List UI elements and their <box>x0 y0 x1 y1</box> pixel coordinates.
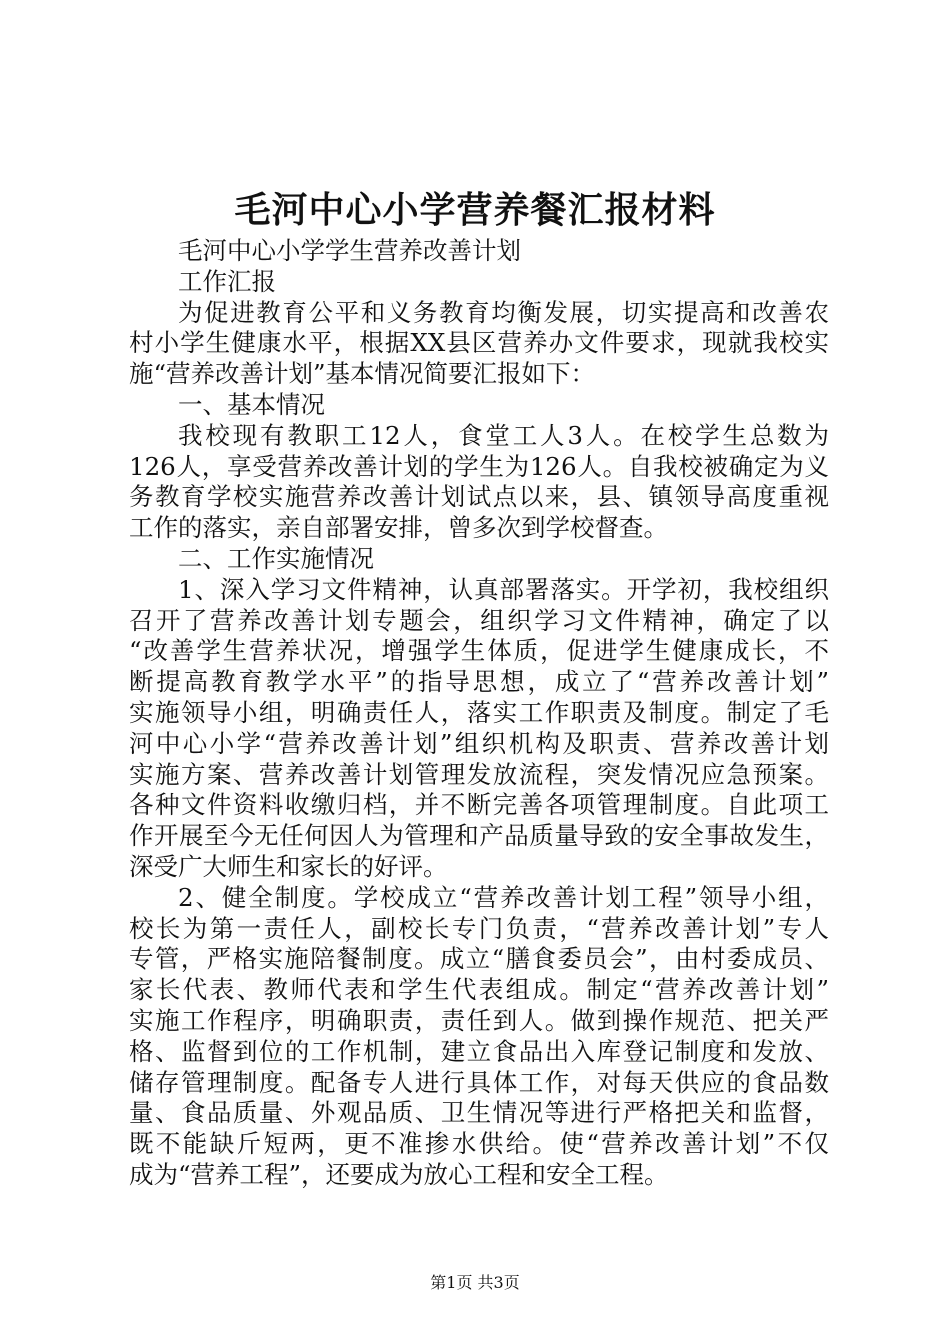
text-line: 家长代表、教师代表和学生代表组成。制定“营养改善计划” <box>129 975 829 1005</box>
text-line: 量、食品质量、外观品质、卫生情况等进行严格把关和监督， <box>129 1098 829 1128</box>
text-line: 实施领导小组，明确责任人，落实工作职责及制度。制定了毛 <box>129 697 829 727</box>
text-line: 专管，严格实施陪餐制度。成立“膳食委员会”，由村委成员、 <box>129 944 829 974</box>
text-line: 毛河中心小学学生营养改善计划 <box>178 236 521 265</box>
text-line: 各种文件资料收缴归档，并不断完善各项管理制度。自此项工 <box>129 790 829 820</box>
text-line: 成为“营养工程”，还要成为放心工程和安全工程。 <box>129 1159 669 1189</box>
text-line: 二、工作实施情况 <box>178 543 374 573</box>
text-line: 一、基本情况 <box>178 389 325 419</box>
text-line: 为促进教育公平和义务教育均衡发展，切实提高和改善农 <box>178 297 829 327</box>
text-line: 格、监督到位的工作机制，建立食品出入库登记制度和发放、 <box>129 1036 829 1066</box>
document-body <box>129 236 829 1191</box>
text-line: 施“营养改善计划”基本情况简要汇报如下： <box>129 359 596 389</box>
text-line: 2、健全制度。学校成立“营养改善计划工程”领导小组， <box>178 882 829 912</box>
text-line: 实施方案、营养改善计划管理发放流程，突发情况应急预案。 <box>129 759 829 789</box>
text-line: “改善学生营养状况，增强学生体质，促进学生健康成长，不 <box>129 636 829 666</box>
text-line: 村小学生健康水平，根据XX县区营养办文件要求，现就我校实 <box>129 328 829 358</box>
document-title: 毛河中心小学营养餐汇报材料 <box>234 189 716 231</box>
text-line: 校长为第一责任人，副校长专门负责，“营养改善计划”专人 <box>129 913 829 943</box>
text-line: 储存管理制度。配备专人进行具体工作，对每天供应的食品数 <box>129 1067 829 1097</box>
text-line: 工作的落实，亲自部署安排，曾多次到学校督查。 <box>129 513 668 543</box>
text-line: 实施工作程序，明确职责，责任到人。做到操作规范、把关严 <box>129 1005 829 1035</box>
text-line: 深受广大师生和家长的好评。 <box>129 851 448 881</box>
text-line: 既不能缺斤短两，更不准掺水供给。使“营养改善计划”不仅 <box>129 1129 829 1159</box>
page-footer: 第1页 共3页 <box>430 1273 520 1292</box>
text-line: 召开了营养改善计划专题会，组织学习文件精神，确定了以 <box>129 605 829 635</box>
text-line: 河中心小学“营养改善计划”组织机构及职责、营养改善计划 <box>129 728 829 758</box>
text-line: 断提高教育教学水平”的指导思想，成立了“营养改善计划” <box>129 667 829 697</box>
text-line: 我校现有教职工12人，食堂工人3人。在校学生总数为 <box>178 420 829 450</box>
text-line: 工作汇报 <box>178 266 276 296</box>
text-line: 务教育学校实施营养改善计划试点以来，县、镇领导高度重视 <box>129 482 829 512</box>
text-line: 作开展至今无任何因人为管理和产品质量导致的安全事故发生， <box>129 821 829 851</box>
text-line: 126人，享受营养改善计划的学生为126人。自我校被确定为义 <box>129 451 829 481</box>
text-line: 1、深入学习文件精神，认真部署落实。开学初，我校组织 <box>178 574 829 604</box>
